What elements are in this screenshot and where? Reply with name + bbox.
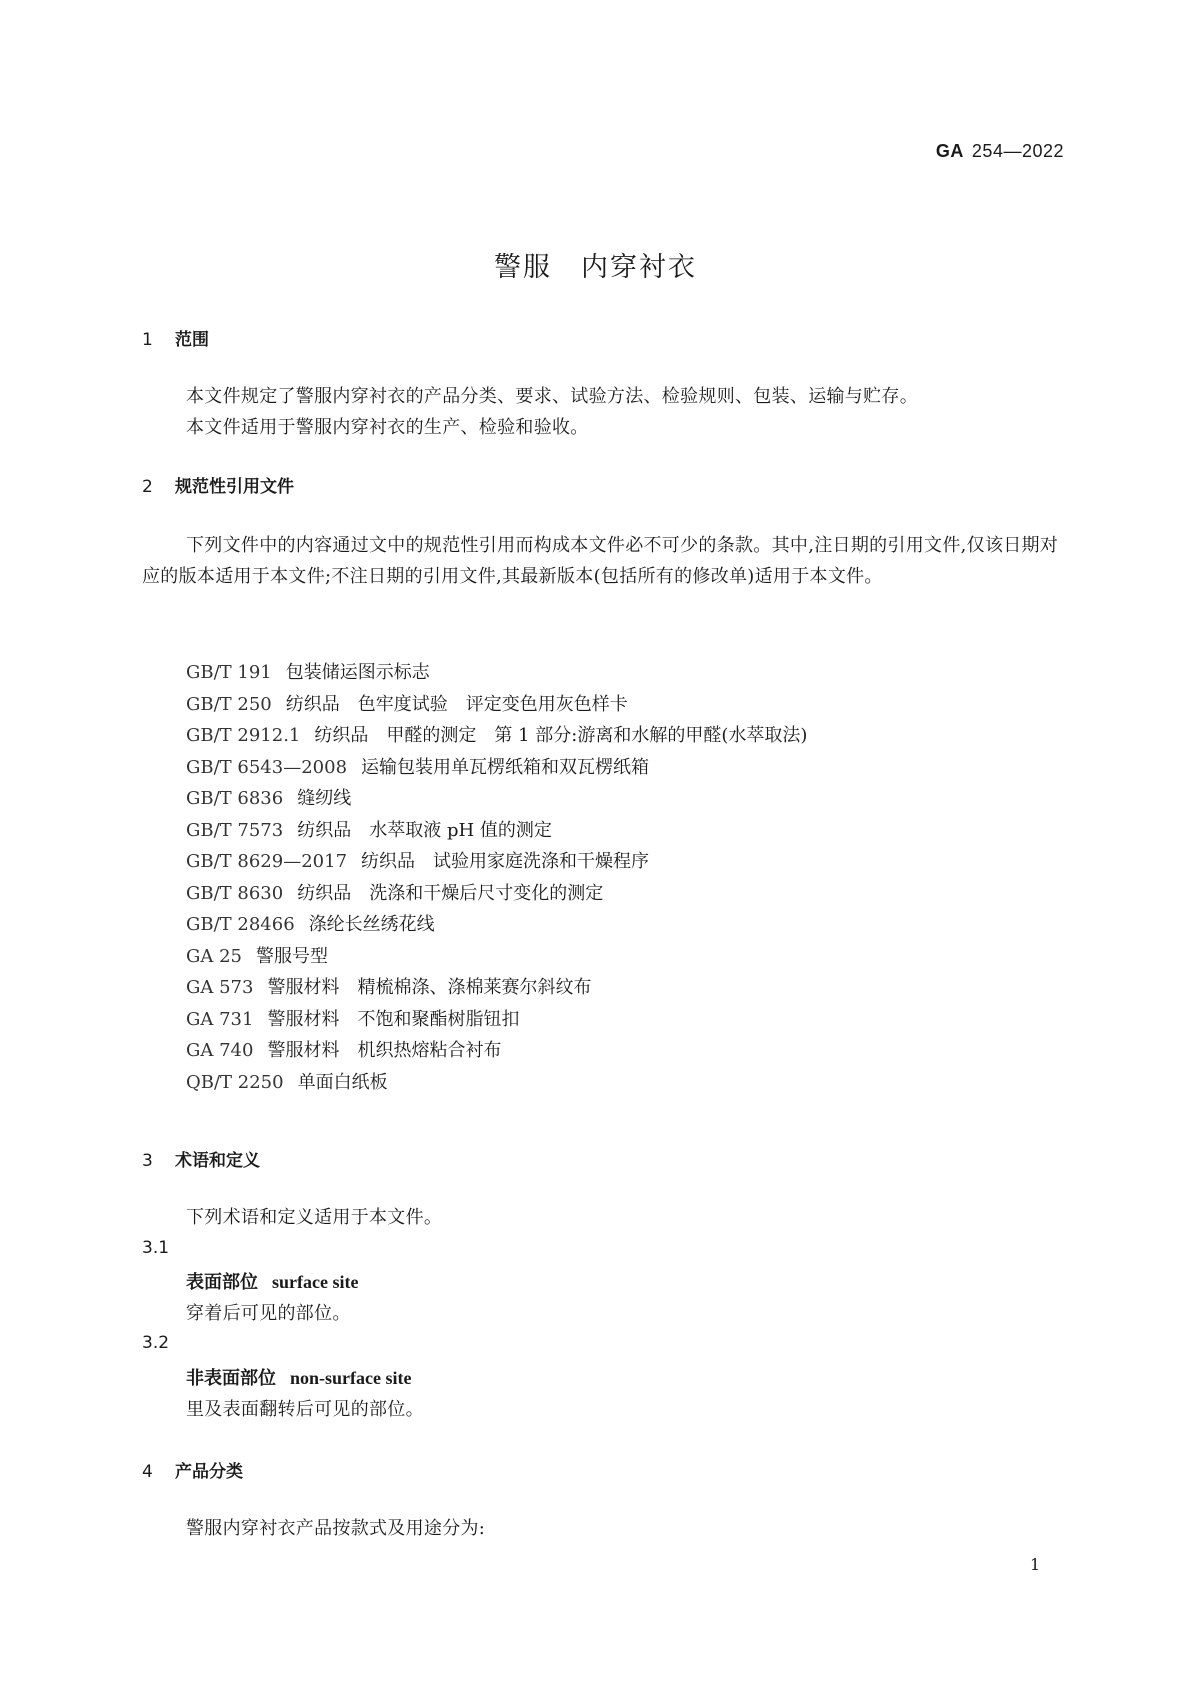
terms-intro: 下列术语和定义适用于本文件。 xyxy=(186,1207,443,1228)
section-1-heading xyxy=(142,325,209,350)
reference-code: GB/T 28466 xyxy=(186,914,295,935)
reference-code: GB/T 6543—2008 xyxy=(186,756,348,778)
reference-title: 纺织品 试验用家庭洗涤和干燥程序 xyxy=(361,851,650,872)
reference-title: 警服材料 精梳棉涤、涤棉莱赛尔斜纹布 xyxy=(267,977,592,998)
term-chinese: 非表面部位 xyxy=(186,1368,276,1389)
reference-item xyxy=(186,815,807,847)
reference-title: 纺织品 水萃取液 pH 值的测定 xyxy=(297,819,552,841)
reference-code: GA 731 xyxy=(186,1008,254,1030)
reference-title: 纺织品 色牢度试验 评定变色用灰色样卡 xyxy=(285,693,628,715)
reference-item xyxy=(186,689,807,721)
term-english: surface site xyxy=(272,1272,359,1292)
standard-code: GA xyxy=(935,141,964,161)
standard-number xyxy=(936,141,1064,162)
normative-references-intro: 下列文件中的内容通过文中的规范性引用而构成本文件必不可少的条款。其中,注日期的引用文件,仅该日期对应的版本适用于本文件;不注日期的引用文件,其最新版本(包括所有的修改单)适用于本文件。 xyxy=(142,535,1059,587)
scope-paragraph-2: 本文件适用于警服内穿衬衣的生产、检验和验收。 xyxy=(186,417,589,438)
term-english: non-surface site xyxy=(290,1368,412,1388)
reference-title: 警服号型 xyxy=(256,945,329,967)
reference-title: 纺织品 甲醛的测定 第 1 部分:游离和水解的甲醛(水萃取法) xyxy=(314,725,808,746)
section-number: 4 xyxy=(142,1462,153,1482)
section-4-heading xyxy=(142,1457,243,1482)
term-chinese: 表面部位 xyxy=(186,1272,258,1293)
section-title: 术语和定义 xyxy=(175,1151,260,1171)
reference-code: GA 573 xyxy=(186,977,254,998)
reference-title: 纺织品 洗涤和干燥后尺寸变化的测定 xyxy=(297,882,604,904)
page-number: 1 xyxy=(1030,1555,1041,1574)
reference-item xyxy=(186,1035,807,1067)
reference-title: 警服材料 机织热熔粘合衬布 xyxy=(267,1040,502,1061)
reference-title: 包装储运图示标志 xyxy=(285,662,430,683)
term-3-2-definition: 里及表面翻转后可见的部位。 xyxy=(186,1399,424,1420)
reference-item xyxy=(186,657,807,689)
reference-title: 单面白纸板 xyxy=(297,1071,388,1093)
term-3-1-number: 3.1 xyxy=(142,1238,170,1258)
reference-item xyxy=(186,941,807,973)
reference-item xyxy=(186,752,807,784)
reference-title: 涤纶长丝绣花线 xyxy=(308,914,435,935)
reference-item xyxy=(186,1004,807,1036)
term-3-2-number: 3.2 xyxy=(142,1333,170,1353)
section-number: 3 xyxy=(142,1151,153,1171)
product-classification-intro: 警服内穿衬衣产品按款式及用途分为: xyxy=(186,1518,486,1539)
reference-title: 缝纫线 xyxy=(297,788,352,809)
scope-paragraph-1: 本文件规定了警服内穿衬衣的产品分类、要求、试验方法、检验规则、包装、运输与贮存。 xyxy=(186,386,918,407)
reference-list xyxy=(186,657,807,1098)
reference-code: GB/T 2912.1 xyxy=(186,725,301,746)
term-3-1-heading xyxy=(186,1268,358,1294)
reference-title: 运输包装用单瓦楞纸箱和双瓦楞纸箱 xyxy=(361,756,650,778)
reference-item xyxy=(186,783,807,815)
reference-item xyxy=(186,846,807,878)
term-3-2-heading xyxy=(186,1364,411,1390)
reference-item xyxy=(186,909,807,941)
section-number: 1 xyxy=(142,330,153,350)
document-title: 警服 内穿衬衣 xyxy=(494,252,697,283)
reference-code: QB/T 2250 xyxy=(186,1071,284,1093)
reference-code: GB/T 6836 xyxy=(186,788,284,809)
section-title: 产品分类 xyxy=(175,1462,243,1482)
reference-item xyxy=(186,720,807,752)
reference-item xyxy=(186,878,807,910)
reference-item xyxy=(186,1067,807,1099)
reference-code: GB/T 8629—2017 xyxy=(186,851,348,872)
section-title: 规范性引用文件 xyxy=(175,477,294,497)
reference-item xyxy=(186,972,807,1004)
section-title: 范围 xyxy=(175,330,209,350)
section-3-heading xyxy=(142,1146,260,1171)
reference-code: GA 25 xyxy=(186,945,243,967)
reference-code: GB/T 7573 xyxy=(186,819,284,841)
reference-title: 警服材料 不饱和聚酯树脂钮扣 xyxy=(267,1008,520,1030)
reference-code: GA 740 xyxy=(186,1040,254,1061)
term-3-1-definition: 穿着后可见的部位。 xyxy=(186,1303,351,1324)
reference-code: GB/T 250 xyxy=(186,693,272,715)
reference-code: GB/T 191 xyxy=(186,662,272,683)
reference-code: GB/T 8630 xyxy=(186,882,284,904)
standard-year: 254—2022 xyxy=(971,141,1064,161)
section-2-heading xyxy=(142,472,294,497)
section-number: 2 xyxy=(142,477,153,497)
